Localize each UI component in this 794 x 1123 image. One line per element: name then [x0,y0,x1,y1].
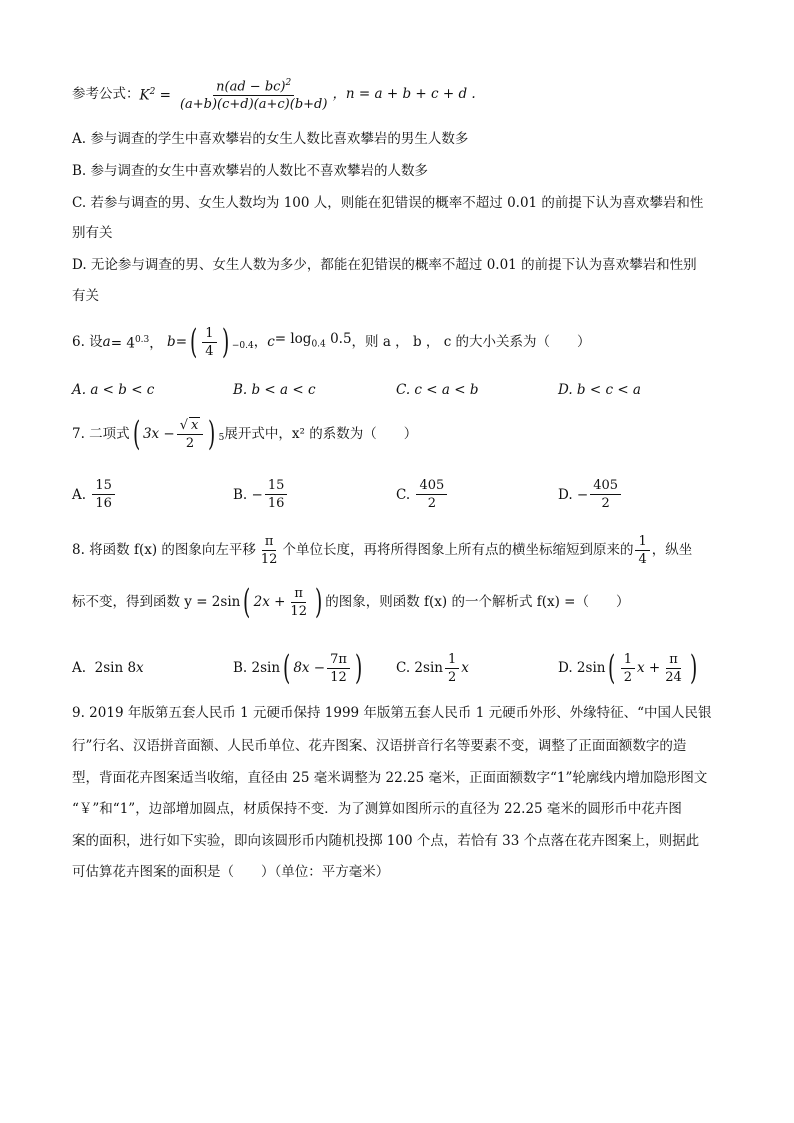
q9-line-5: 案的面积，进行如下实验，即向该圆形币内随机投掷 100 个点，若恰有 33 个点落在花卉图案上，则据此 [72,833,700,849]
q8-option-c: C. 2sin 1 2 x [396,651,469,685]
q6-option-d: D. b < c < a [558,382,641,398]
q5-option-a: A. 参与调查的学生中喜欢攀岩的女生人数比喜欢攀岩的男生人数多 [72,131,469,147]
q7-prefix: 7. 二项式 [72,426,130,442]
q5-option-c: C. 若参与调查的男、女生人数均为 100 人，则能在犯错误的概率不超过 0.01 的前提下认为喜欢攀岩和性 [72,195,704,211]
q9-line-3: 型，背面花卉图案适当收缩，直径由 25 毫米调整为 22.25 毫米，正面面额数字“1”轮廓线内增加隐形图文 [72,770,708,786]
q7-option-d: D. − 405 2 [558,478,623,511]
formula-tail: ，n = a + b + c + d . [332,86,476,102]
formula-line [72,74,476,114]
q6-stem: 6. 设 a = $4^{0.3}$， b = ( 1 4 ) $_{-0.4}$ ， c = $\log_{0.4} 0.5$ ，则 a ， b ， c 的大小关系为（ ） [72,322,591,362]
q9-line-4: “￥”和“1”，边部增加圆点，材质保持不变．为了测算如图所示的直径为 22.25 毫米的圆形币中花卉图 [72,801,682,817]
q9-line-6: 可估算花卉图案的面积是（ ）（单位：平方毫米） [72,864,390,880]
q5-option-d: D. 无论参与调查的男、女生人数为多少，都能在犯错误的概率不超过 0.01 的前提下认为喜欢攀岩和性别 [72,257,697,273]
q5-option-d-cont: 有关 [72,288,99,304]
q7-suffix: 展开式中，x² 的系数为（ ） [224,426,418,442]
q6-option-a: A. a < b < c [72,382,155,398]
q9-line-1: 9. 2019 年版第五套人民币 1 元硬币保持 1999 年版第五套人民币 1 元硬币外形、外缘特征、“中国人民银 [72,705,712,721]
q8-line1: 8. 将函数 f(x) 的图象向左平移 π 12 个单位长度，再将所得图象上所有点的横坐标缩短到原来的 1 4 ，纵坐 [72,533,693,567]
q8-option-d: D. 2sin ( 1 2 x + $\frac{\pi}{24}$ ) [558,648,698,688]
q7-option-b: B. − 15 16 [233,478,289,511]
q7-option-a: A. 15 16 [72,478,117,511]
q5-option-b: B. 参与调查的女生中喜欢攀岩的人数比不喜欢攀岩的人数多 [72,163,429,179]
formula-label: 参考公式： [72,86,140,102]
q6-option-b: B. b < a < c [233,382,316,398]
k2-fraction: $\frac{n(ad - bc)^2}{(a+b)(c+d)(a+c)(b+d)}$ [179,77,328,113]
q8-option-a: A. 2sin 8 x [72,660,144,676]
k-squared: $K^2$ = [139,87,171,104]
q7-option-c: C. 405 2 [396,478,449,511]
q8-line2: 标不变，得到函数 y = 2sin ( 2x + $\frac{\pi}{12}$ ) 的图象，则函数 f(x) 的一个解析式 f(x) =（ ） [72,582,630,622]
q8-option-b: B. 2sin ( 8x − $\frac{7\pi}{12}$ ) [233,648,363,688]
q7-stem: 7. 二项式 ( 3x − $\frac{√ x}{2}$ ) $_5$ 展开式中，x² 的系数为（ ） [72,414,418,454]
q5-option-c-cont: 别有关 [72,225,113,241]
q9-line-2: 行”行名、汉语拼音面额、人民币单位、花卉图案、汉语拼音行名等要素不变，调整了正面面额数字的造 [72,738,687,754]
q6-option-c: C. c < a < b [396,382,479,398]
q6-stem-tail: ，则 a ， b ， c 的大小关系为（ ） [351,334,591,350]
